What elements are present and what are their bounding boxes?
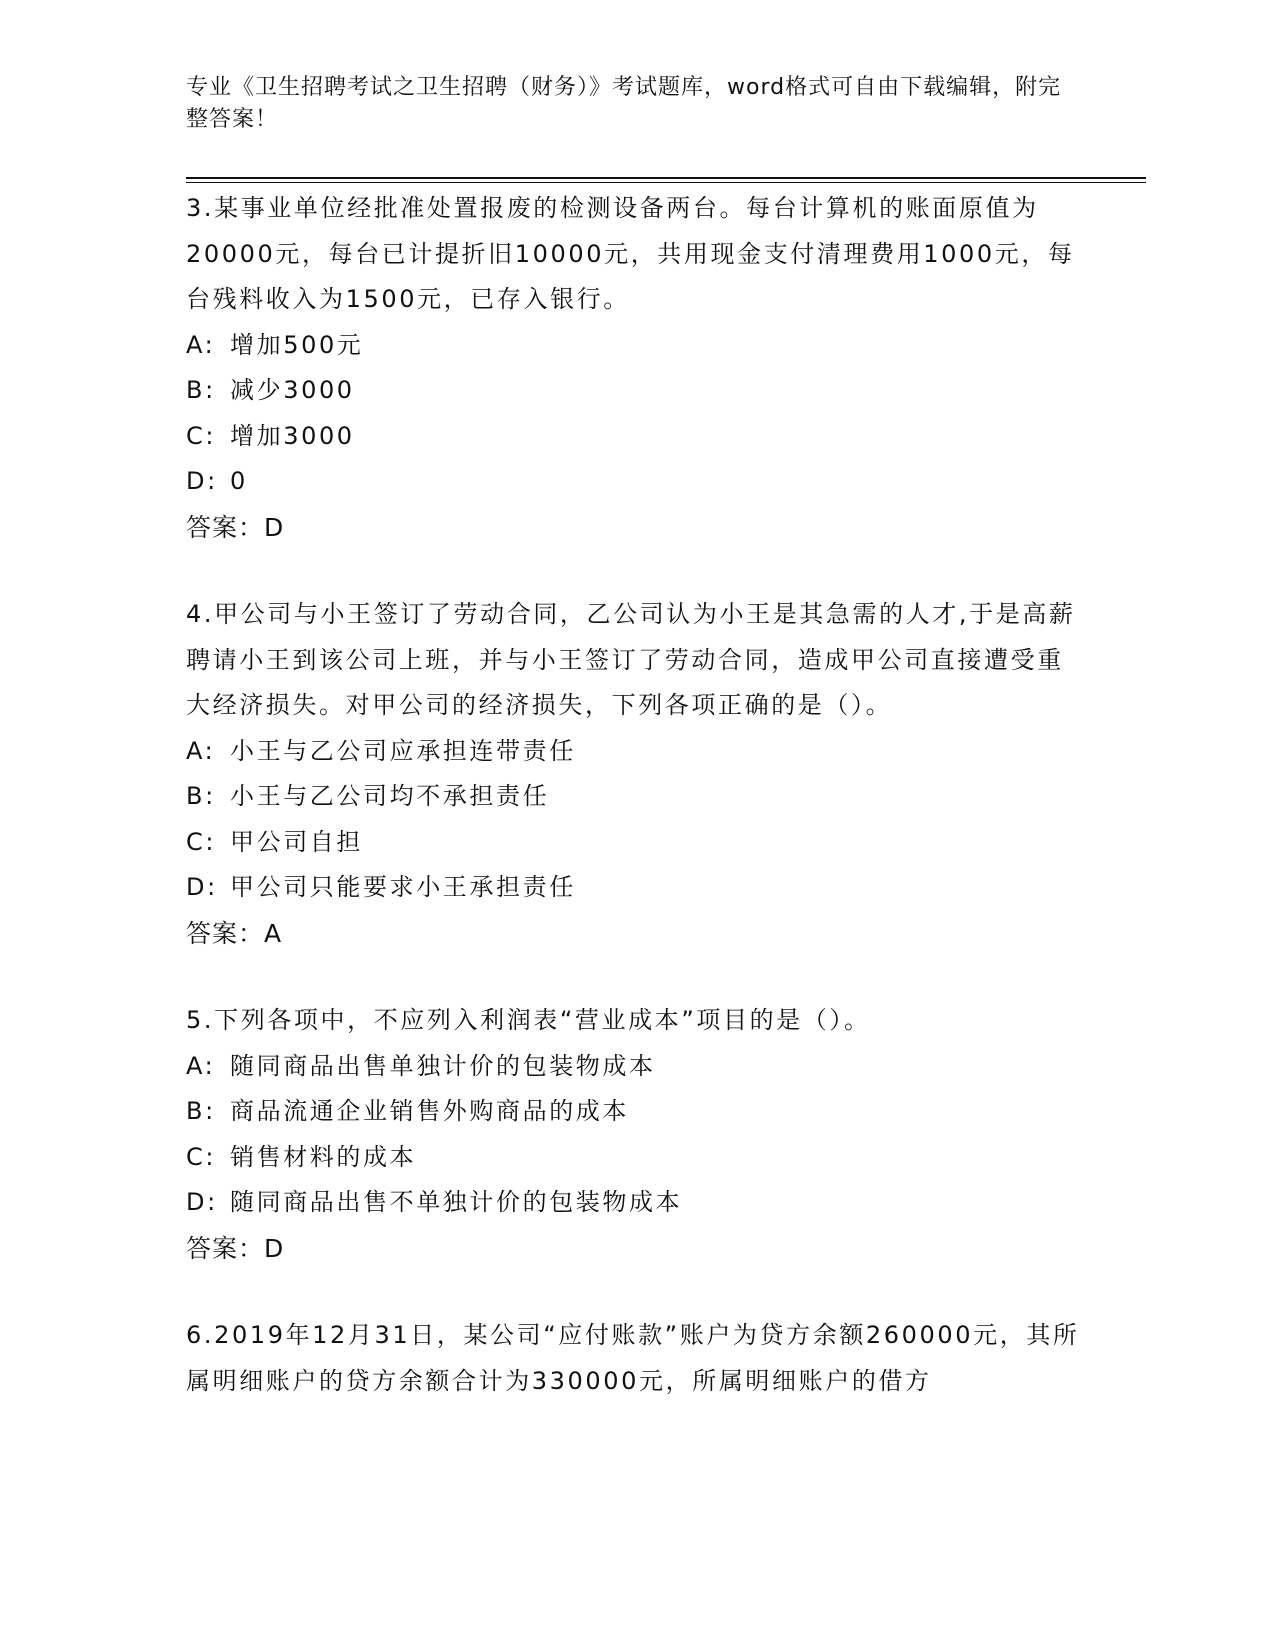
option-letter: B: bbox=[186, 376, 216, 404]
question-text: 3.某事业单位经批准处置报废的检测设备两台。每台计算机的账面原值为20000元，每台已计提折旧10000元，共用现金支付清理费用1000元，每台残料收入为1500元，已存入银行。 bbox=[186, 194, 1075, 313]
option-letter: D: bbox=[186, 467, 218, 495]
option-c bbox=[186, 820, 1086, 866]
answer-line: 答案：A bbox=[186, 918, 283, 948]
option-letter: A: bbox=[186, 330, 216, 359]
option-a bbox=[186, 323, 1086, 369]
option-d bbox=[186, 459, 1086, 505]
header-divider-thick bbox=[186, 177, 1146, 179]
option-letter: A: bbox=[186, 1051, 216, 1080]
option-text: 小王与乙公司应承担连带责任 bbox=[230, 736, 576, 765]
option-letter: A: bbox=[186, 736, 216, 765]
option-letter: B: bbox=[186, 782, 216, 810]
option-text: 甲公司只能要求小王承担责任 bbox=[230, 873, 576, 901]
option-text: 随同商品出售不单独计价的包装物成本 bbox=[230, 1188, 683, 1216]
option-letter: C: bbox=[186, 421, 217, 450]
option-text: 商品流通企业销售外购商品的成本 bbox=[230, 1097, 629, 1125]
option-text: 随同商品出售单独计价的包装物成本 bbox=[230, 1051, 656, 1080]
question-5 bbox=[186, 998, 1086, 1271]
answer-line: 答案：D bbox=[186, 512, 285, 542]
option-b bbox=[186, 774, 1086, 820]
option-text: 销售材料的成本 bbox=[230, 1142, 417, 1171]
option-text: 0 bbox=[230, 467, 248, 495]
option-text: 增加3000 bbox=[230, 421, 355, 450]
option-c bbox=[186, 414, 1086, 460]
option-letter: C: bbox=[186, 827, 217, 856]
option-letter: D: bbox=[186, 1188, 218, 1216]
question-text: 6.2019年12月31日，某公司“应付账款”账户为贷方余额260000元，其所属明细账户的贷方余额合计为330000元，所属明细账户的借方 bbox=[186, 1321, 1080, 1395]
option-letter: C: bbox=[186, 1142, 217, 1171]
question-3 bbox=[186, 186, 1086, 550]
option-letter: D: bbox=[186, 873, 218, 901]
option-text: 甲公司自担 bbox=[230, 827, 363, 856]
question-list bbox=[186, 186, 1086, 1446]
question-4 bbox=[186, 592, 1086, 956]
option-d bbox=[186, 1180, 1086, 1226]
question-text: 5.下列各项中，不应列入利润表“营业成本”项目的是（）。 bbox=[186, 1006, 871, 1034]
option-b bbox=[186, 1089, 1086, 1135]
option-text: 减少3000 bbox=[230, 376, 355, 404]
option-text: 增加500元 bbox=[230, 330, 364, 359]
answer-line: 答案：D bbox=[186, 1233, 285, 1263]
option-a bbox=[186, 729, 1086, 775]
question-6 bbox=[186, 1313, 1086, 1404]
option-letter: B: bbox=[186, 1097, 216, 1125]
option-d bbox=[186, 865, 1086, 911]
option-b bbox=[186, 368, 1086, 414]
document-header: 专业《卫生招聘考试之卫生招聘（财务）》考试题库，word格式可自由下载编辑，附完整答案！ bbox=[186, 75, 1062, 132]
question-text: 4.甲公司与小王签订了劳动合同，乙公司认为小王是其急需的人才,于是高薪聘请小王到该公司上班，并与小王签订了劳动合同，造成甲公司直接遭受重大经济损失。对甲公司的经济损失，下列各项正确的是（）。 bbox=[186, 600, 1076, 719]
option-a bbox=[186, 1044, 1086, 1090]
option-text: 小王与乙公司均不承担责任 bbox=[230, 782, 550, 810]
header-divider-thin bbox=[186, 182, 1146, 183]
option-c bbox=[186, 1135, 1086, 1181]
